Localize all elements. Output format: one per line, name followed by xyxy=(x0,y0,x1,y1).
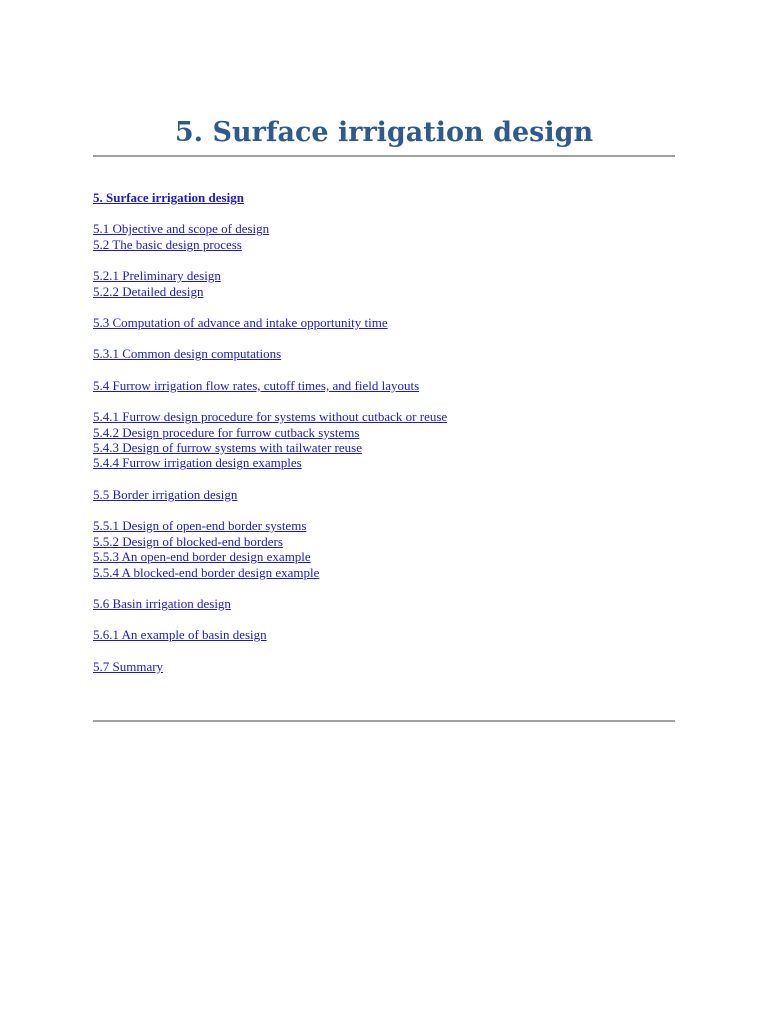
toc-link-5-7[interactable]: 5.7 Summary xyxy=(93,658,164,674)
toc-link-5-3[interactable]: 5.3 Computation of advance and intake opportunity time xyxy=(93,315,388,331)
toc-link-5-2[interactable]: 5.2 The basic design process xyxy=(93,236,242,252)
toc-link-5[interactable]: 5. Surface irrigation design xyxy=(93,190,244,205)
toc-link-5-3-1[interactable]: 5.3.1 Common design computations xyxy=(93,346,282,362)
toc-group-chapter xyxy=(93,190,675,205)
toc-group-5-3-sub xyxy=(93,346,675,361)
toc-group-5-4 xyxy=(93,378,675,393)
toc-group-5-2-sub xyxy=(93,268,675,299)
toc-group-5-5 xyxy=(93,487,675,502)
toc-group-5-6 xyxy=(93,596,675,611)
footer-divider xyxy=(93,720,675,722)
toc-group-5-3 xyxy=(93,315,675,330)
table-of-contents xyxy=(93,190,675,690)
toc-link-5-4-4[interactable]: 5.4.4 Furrow irrigation design examples xyxy=(93,455,302,471)
toc-link-5-1[interactable]: 5.1 Objective and scope of design xyxy=(93,221,270,237)
title-divider xyxy=(93,155,675,157)
toc-link-5-4-3[interactable]: 5.4.3 Design of furrow systems with tailwater reuse xyxy=(93,440,362,456)
toc-link-5-2-1[interactable]: 5.2.1 Preliminary design xyxy=(93,268,221,284)
toc-link-5-6[interactable]: 5.6 Basin irrigation design xyxy=(93,595,231,611)
toc-group-5-4-sub xyxy=(93,409,675,471)
toc-link-5-5-3[interactable]: 5.5.3 An open-end border design example xyxy=(93,549,311,565)
toc-link-5-5-4[interactable]: 5.5.4 A blocked-end border design example xyxy=(93,564,320,580)
toc-link-5-5[interactable]: 5.5 Border irrigation design xyxy=(93,486,238,502)
toc-link-5-4-1[interactable]: 5.4.1 Furrow design procedure for systems without cutback or reuse xyxy=(93,409,448,425)
toc-link-5-5-2[interactable]: 5.5.2 Design of blocked-end borders xyxy=(93,533,283,549)
toc-link-5-6-1[interactable]: 5.6.1 An example of basin design xyxy=(93,627,267,643)
toc-group-5-1 xyxy=(93,221,675,252)
toc-link-5-2-2[interactable]: 5.2.2 Detailed design xyxy=(93,283,204,299)
toc-group-5-6-sub xyxy=(93,627,675,642)
toc-link-5-4-2[interactable]: 5.4.2 Design procedure for furrow cutback systems xyxy=(93,424,360,440)
page-title: 5. Surface irrigation design xyxy=(174,117,594,148)
toc-link-5-5-1[interactable]: 5.5.1 Design of open-end border systems xyxy=(93,518,307,534)
toc-group-5-5-sub xyxy=(93,518,675,580)
toc-link-5-4[interactable]: 5.4 Furrow irrigation flow rates, cutoff times, and field layouts xyxy=(93,377,420,393)
toc-group-5-7 xyxy=(93,659,675,674)
